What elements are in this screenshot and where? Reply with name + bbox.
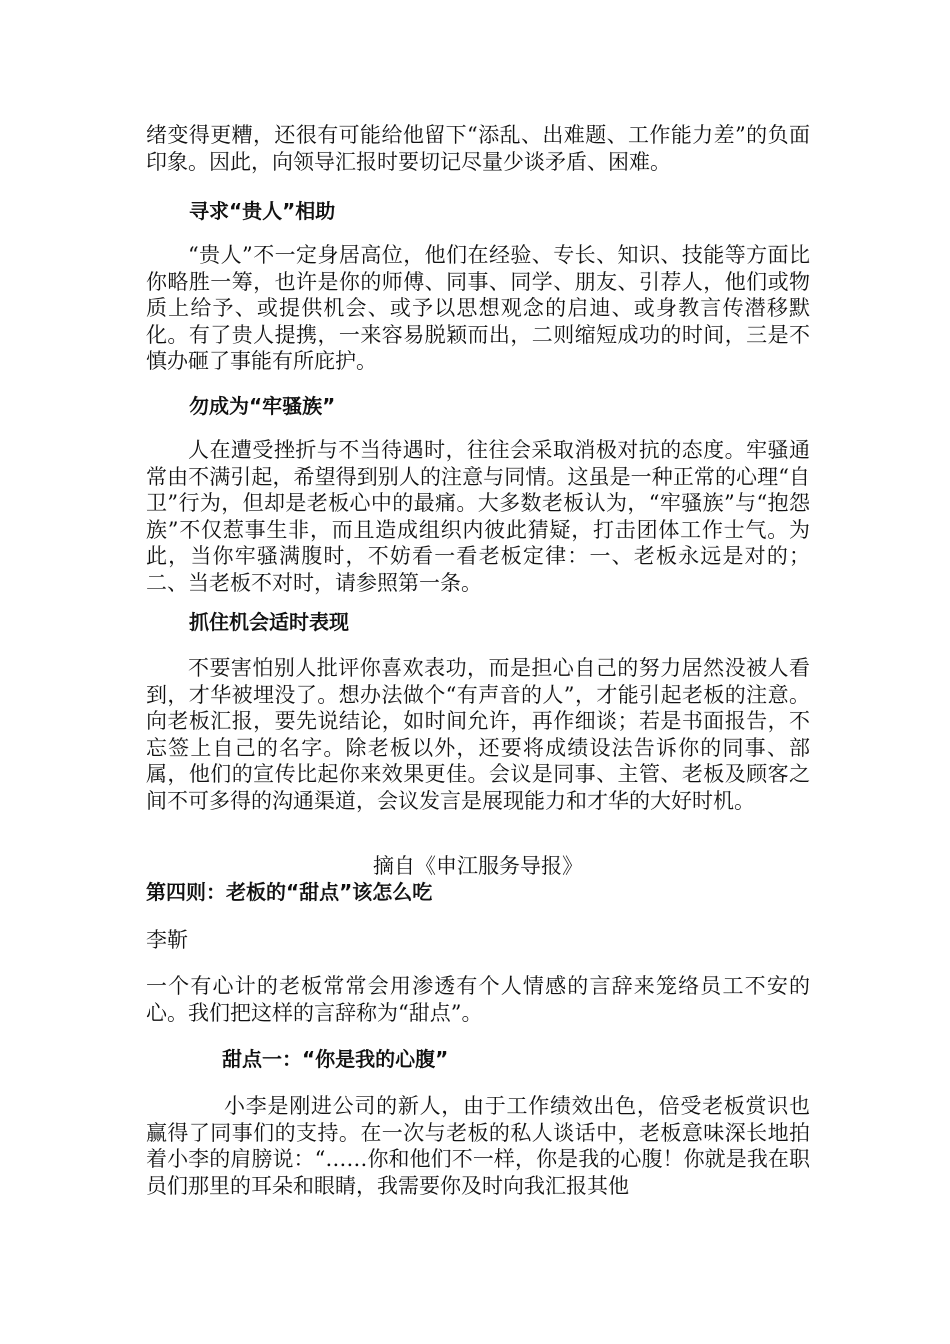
heading-section-four: 第四则：老板的“甜点”该怎么吃 [146,880,433,904]
paragraph-seize-opportunity: 不要害怕别人批评你喜欢表功，而是担心自己的努力居然没被人看到，才华被埋没了。想办法做个“有声音的人”，才能引起老板的注意。向老板汇报，要先说结论，如时间允许，再作细谈；若是书面报告，不忘签上自己的名字。除老板以外，还要将成绩设法告诉你的同事、部属，他们的宣传比起你来效果更佳。会议是同事、主管、老板及顾客之间不可多得的沟通渠道，会议发言是展现能力和才华的大好时机。 [146,656,810,813]
source-attribution: 摘自《申江服务导报》 [373,854,583,878]
heading-complainers: 勿成为“牢骚族” [189,394,336,418]
author-name: 李靳 [146,928,188,952]
paragraph-section-four-intro: 一个有心计的老板常常会用渗透有个人情感的言辞来笼络员工不安的心。我们把这样的言辞称为“甜点”。 [146,974,810,1025]
paragraph-seek-patron: “贵人”不一定身居高位，他们在经验、专长、知识、技能等方面比你略胜一筹，也许是你的师傅、同事、同学、朋友、引荐人，他们或物质上给予、或提供机会、或予以思想观念的启迪、或身教言传潜移默化。有了贵人提携，一来容易脱颖而出，二则缩短成功的时间，三是不慎办砸了事能有所庇护。 [146,243,810,373]
heading-sweet-one: 甜点一：“你是我的心腹” [222,1047,449,1071]
paragraph-complainers: 人在遭受挫折与不当待遇时，往往会采取消极对抗的态度。牢骚通常由不满引起，希望得到别人的注意与同情。这虽是一种正常的心理“自卫”行为，但却是老板心中的最痛。大多数老板认为，“牢骚族”与“抱怨族”不仅惹事生非，而且造成组织内彼此猜疑，打击团体工作士气。为此，当你牢骚满腹时，不妨看一看老板定律：一、老板永远是对的；二、当老板不对时，请参照第一条。 [146,438,810,595]
heading-seize-opportunity: 抓住机会适时表现 [189,610,349,634]
heading-seek-patron: 寻求“贵人”相助 [189,199,336,223]
paragraph-intro: 绪变得更糟，还很有可能给他留下“添乱、出难题、工作能力差”的负面印象。因此，向领导汇报时要切记尽量少谈矛盾、困难。 [146,123,810,174]
paragraph-sweet-one: 小李是刚进公司的新人，由于工作绩效出色，倍受老板赏识也赢得了同事们的支持。在一次与老板的私人谈话中，老板意味深长地拍着小李的肩膀说：“……你和他们不一样，你是我的心腹！你就是我在职员们那里的耳朵和眼睛，我需要你及时向我汇报其他 [146,1094,810,1198]
